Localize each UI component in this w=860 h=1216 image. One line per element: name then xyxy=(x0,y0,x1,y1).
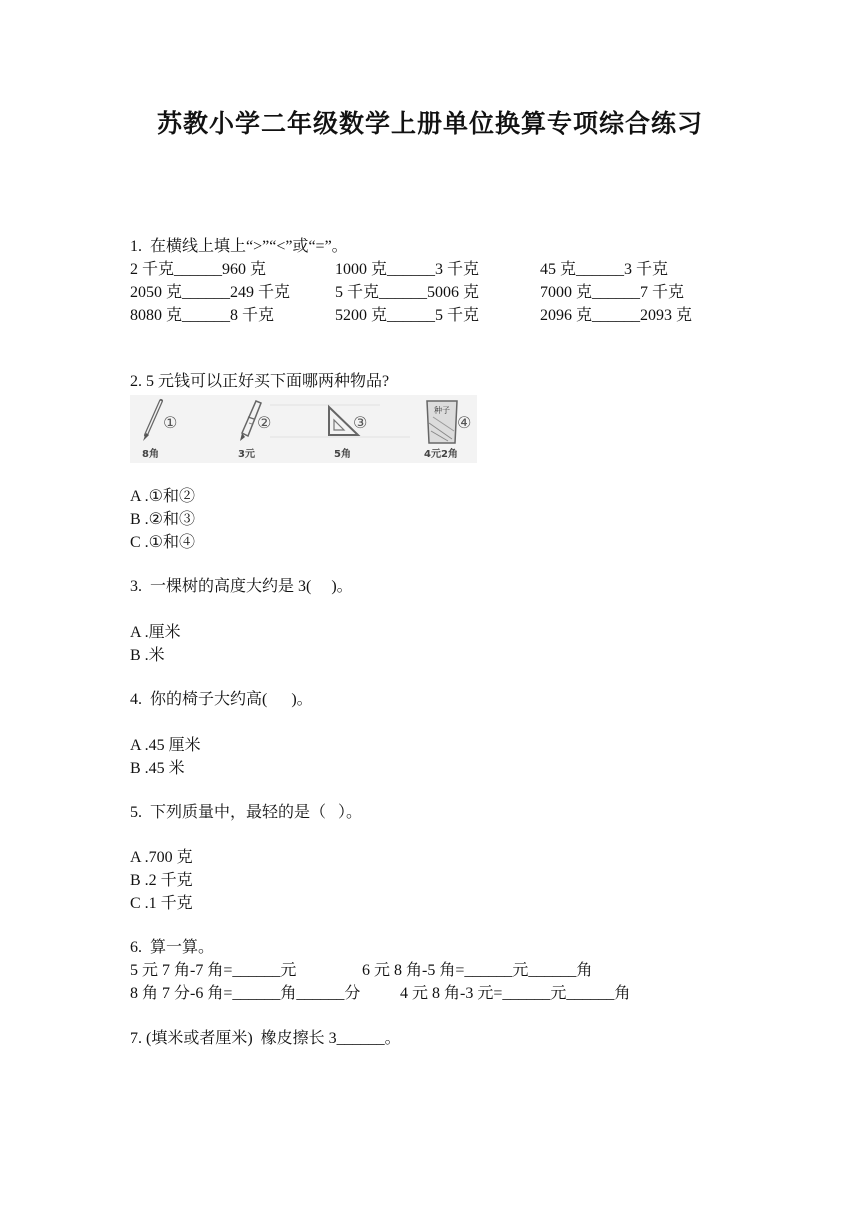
q3-option: B .米 xyxy=(130,647,165,664)
q2-option: A .①和② xyxy=(130,488,196,505)
q1-item: 2096 克______2093 克 xyxy=(540,307,693,324)
q6-item: 4 元 8 角-3 元=______元______角 xyxy=(400,985,631,1002)
item-price: 4元2角 xyxy=(424,449,458,460)
item-price: 3元 xyxy=(238,449,255,460)
item-mark: ③ xyxy=(353,413,368,432)
q1-item: 1000 克______3 千克 xyxy=(335,261,480,278)
item-price: 5角 xyxy=(334,449,351,460)
q1-item: 2 千克______960 克 xyxy=(130,261,267,278)
q5-option: C .1 千克 xyxy=(130,895,193,912)
q6-prompt: 6. 算一算。 xyxy=(130,939,215,956)
q1-item: 8080 克______8 千克 xyxy=(130,307,275,324)
q6-item: 8 角 7 分-6 角=______角______分 xyxy=(130,985,361,1002)
q1-item: 5200 克______5 千克 xyxy=(335,307,480,324)
q5-prompt: 5. 下列质量中，最轻的是（ ）。 xyxy=(130,804,363,821)
item-price: 8角 xyxy=(142,449,159,460)
page-title: 苏教小学二年级数学上册单位换算专项综合练习 xyxy=(156,111,703,138)
q1-item: 2050 克______249 千克 xyxy=(130,284,291,301)
q3-prompt: 3. 一棵树的高度大约是 3( )。 xyxy=(130,578,353,595)
q4-option: B .45 米 xyxy=(130,760,185,777)
q7-prompt: 7. (填米或者厘米) 橡皮擦长 3______。 xyxy=(130,1030,401,1047)
q6-item: 6 元 8 角-5 角=______元______角 xyxy=(362,962,593,979)
q2-items-figure xyxy=(130,395,477,463)
q2-prompt: 2. 5 元钱可以正好买下面哪两种物品? xyxy=(130,373,390,390)
q2-option: B .②和③ xyxy=(130,511,196,528)
q1-item: 45 克______3 千克 xyxy=(540,261,669,278)
item-mark: ① xyxy=(163,413,178,432)
q1-item: 5 千克______5006 克 xyxy=(335,284,480,301)
item-mark: ④ xyxy=(457,413,472,432)
q2-option: C .①和④ xyxy=(130,534,196,551)
q3-option: A .厘米 xyxy=(130,624,181,641)
bag-label: 种子 xyxy=(434,406,450,415)
q5-option: B .2 千克 xyxy=(130,872,193,889)
item-mark: ② xyxy=(257,413,272,432)
q4-option: A .45 厘米 xyxy=(130,737,201,754)
q5-option: A .700 克 xyxy=(130,849,193,866)
q6-item: 5 元 7 角-7 角=______元 xyxy=(130,962,297,979)
q1-item: 7000 克______7 千克 xyxy=(540,284,685,301)
q1-prompt: 1. 在横线上填上“>”“<”或“=”。 xyxy=(130,238,348,255)
q4-prompt: 4. 你的椅子大约高( )。 xyxy=(130,691,313,708)
